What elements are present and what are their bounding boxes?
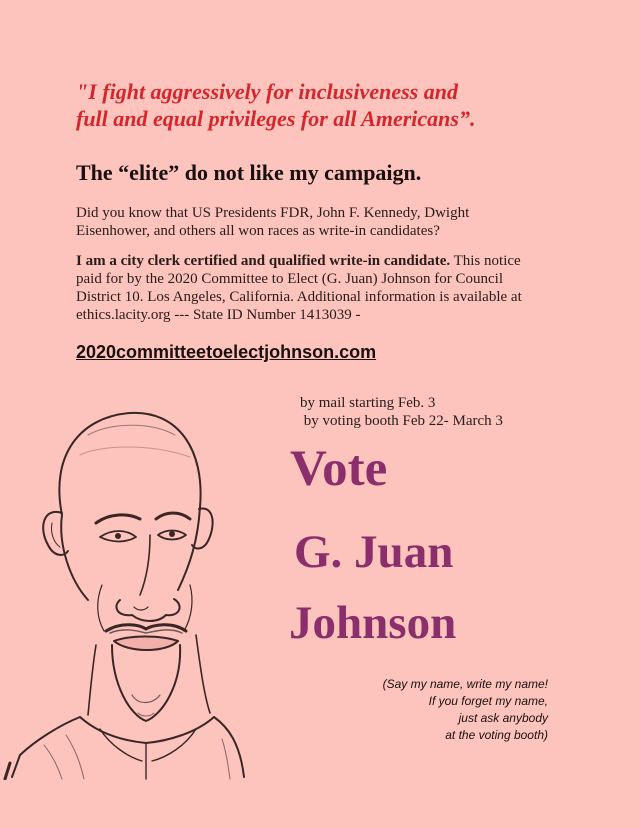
say-my-name-note xyxy=(370,676,548,744)
paragraph2-line-2: paid for by the 2020 Committee to Elect (G. Juan) Johnson for Council xyxy=(76,271,504,287)
voting-dates xyxy=(300,394,503,430)
quote-line-1: "I fight aggressively for inclusiveness and xyxy=(76,79,458,104)
candidate-first-name: G. Juan xyxy=(294,526,454,578)
paragraph1-line-2: Eisenhower, and others all won races as write-in candidates? xyxy=(76,223,440,239)
write-in-history-paragraph xyxy=(76,204,576,240)
note-line-4: at the voting booth) xyxy=(445,728,548,742)
candidate-caricature xyxy=(0,395,250,780)
paragraph2-line-1 xyxy=(76,252,586,270)
note-line-3: just ask anybody xyxy=(458,711,548,725)
certified-statement: I am a city clerk certified and qualified write-in candidate. xyxy=(76,253,451,269)
disclaimer-paragraph xyxy=(76,252,586,324)
website-link[interactable]: 2020committeetoelectjohnson.com xyxy=(76,342,377,362)
headline: The “elite” do not like my campaign. xyxy=(76,160,422,185)
mail-date: by mail starting Feb. 3 xyxy=(300,395,436,411)
booth-date: by voting booth Feb 22- March 3 xyxy=(300,413,503,429)
paragraph1-line-1: Did you know that US Presidents FDR, John F. Kennedy, Dwight xyxy=(76,205,470,221)
quote-line-2: full and equal privileges for all Americans”. xyxy=(76,106,476,131)
candidate-last-name: Johnson xyxy=(289,597,457,649)
vote-heading: Vote xyxy=(290,441,388,497)
note-line-1: (Say my name, write my name! xyxy=(382,677,548,691)
campaign-quote xyxy=(76,78,556,132)
paragraph2-line-4: ethics.lacity.org --- State ID Number 1413039 - xyxy=(76,307,361,323)
note-line-2: If you forget my name, xyxy=(428,694,548,708)
paragraph2-line-1-rest: This notice xyxy=(450,253,521,269)
paragraph2-line-3: District 10. Los Angeles, California. Additional information is available at xyxy=(76,289,522,305)
